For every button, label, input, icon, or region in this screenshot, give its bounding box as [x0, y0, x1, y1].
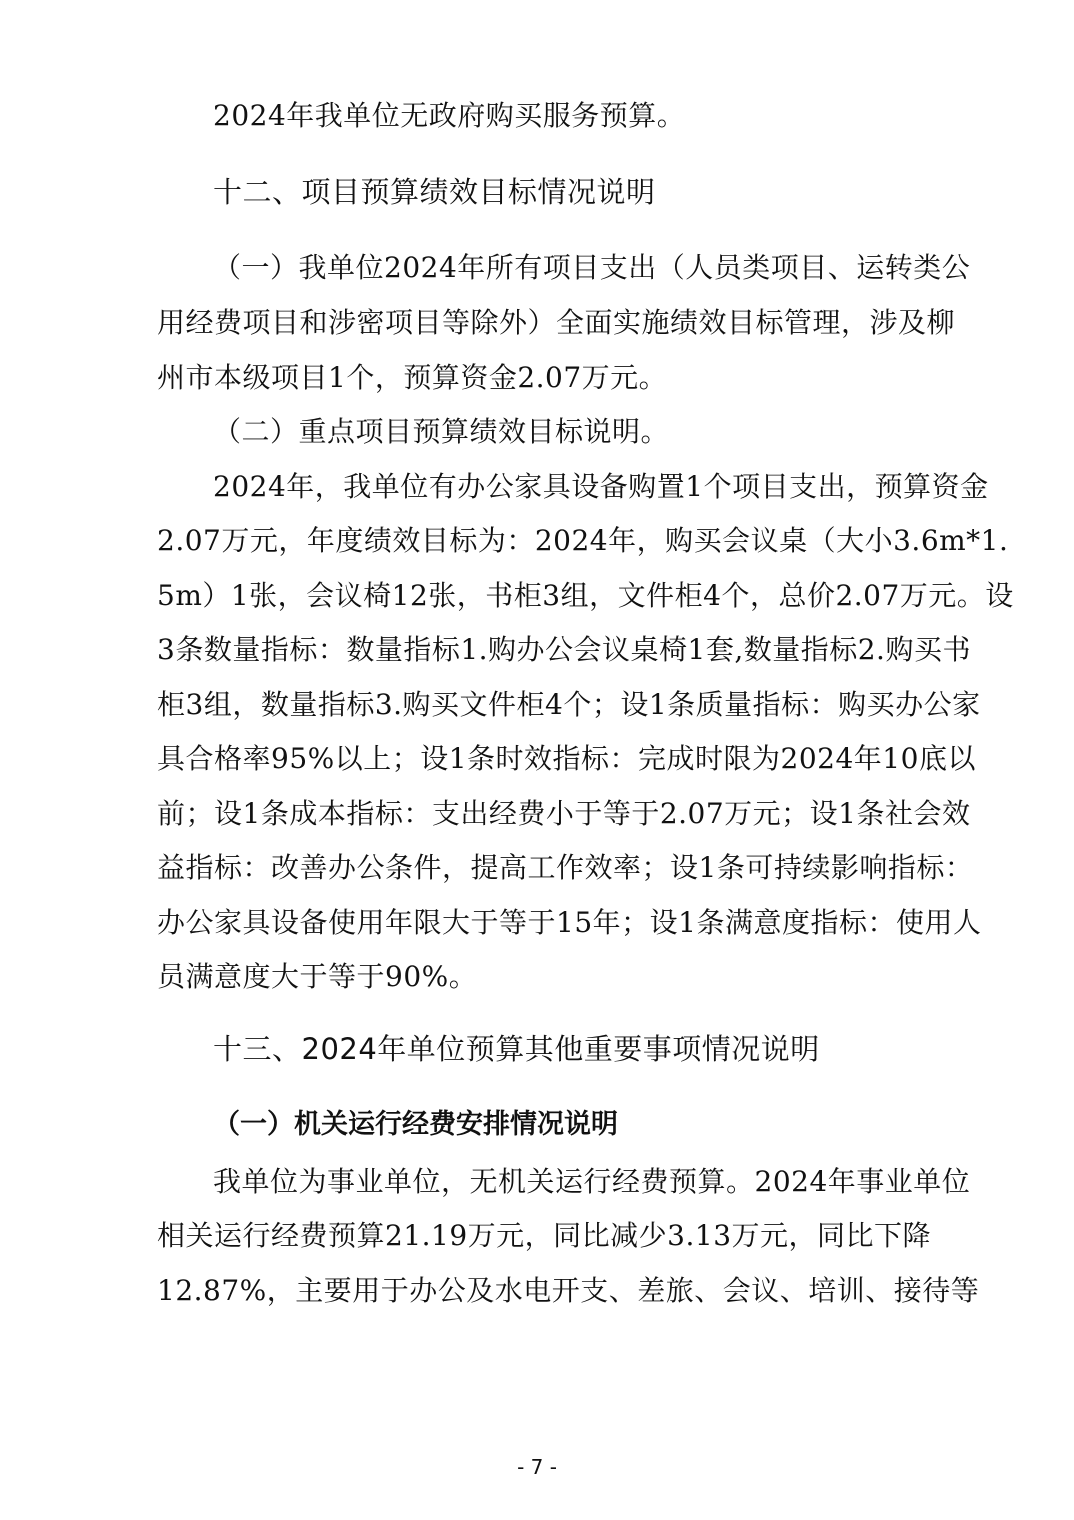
paragraph-line: 员满意度大于等于90%。	[157, 960, 478, 993]
paragraph-line: 2.07万元，年度绩效目标为：2024年，购买会议桌（大小3.6m*1.	[157, 524, 1009, 557]
paragraph-line: 我单位为事业单位，无机关运行经费预算。2024年事业单位	[213, 1165, 971, 1198]
paragraph-line: （二）重点项目预算绩效目标说明。	[213, 415, 670, 448]
paragraph-line: 益指标：改善办公条件，提高工作效率；设1条可持续影响指标：	[157, 851, 974, 884]
paragraph-line: 前；设1条成本指标：支出经费小于等于2.07万元；设1条社会效	[157, 797, 971, 830]
section-12-heading: 十二、项目预算绩效目标情况说明	[213, 175, 656, 209]
intro-paragraph: 2024年我单位无政府购买服务预算。	[213, 99, 686, 132]
paragraph-line: 用经费项目和涉密项目等除外）全面实施绩效目标管理，涉及柳	[157, 306, 956, 339]
paragraph-line: 具合格率95%以上；设1条时效指标：完成时限为2024年10底以	[157, 742, 976, 775]
paragraph-line: 3条数量指标：数量指标1.购办公会议桌椅1套,数量指标2.购买书	[157, 633, 971, 666]
section-13-heading: 十三、2024年单位预算其他重要事项情况说明	[213, 1032, 820, 1066]
paragraph-line: 2024年，我单位有办公家具设备购置1个项目支出，预算资金	[213, 470, 989, 503]
paragraph-line: 办公家具设备使用年限大于等于15年；设1条满意度指标：使用人	[157, 906, 982, 939]
paragraph-line: （一）我单位2024年所有项目支出（人员类项目、运转类公	[213, 251, 971, 284]
paragraph-line: 相关运行经费预算21.19万元，同比减少3.13万元，同比下降	[157, 1219, 932, 1252]
page-number: - 7 -	[517, 1455, 557, 1479]
paragraph-line: 12.87%，主要用于办公及水电开支、差旅、会议、培训、接待等	[157, 1274, 980, 1307]
subsection-heading: （一）机关运行经费安排情况说明	[213, 1109, 618, 1140]
paragraph-line: 5m）1张，会议椅12张，书柜3组，文件柜4个，总价2.07万元。设	[157, 579, 1014, 612]
paragraph-line: 柜3组，数量指标3.购买文件柜4个；设1条质量指标：购买办公家	[157, 688, 981, 721]
paragraph-line: 州市本级项目1个，预算资金2.07万元。	[157, 361, 668, 394]
